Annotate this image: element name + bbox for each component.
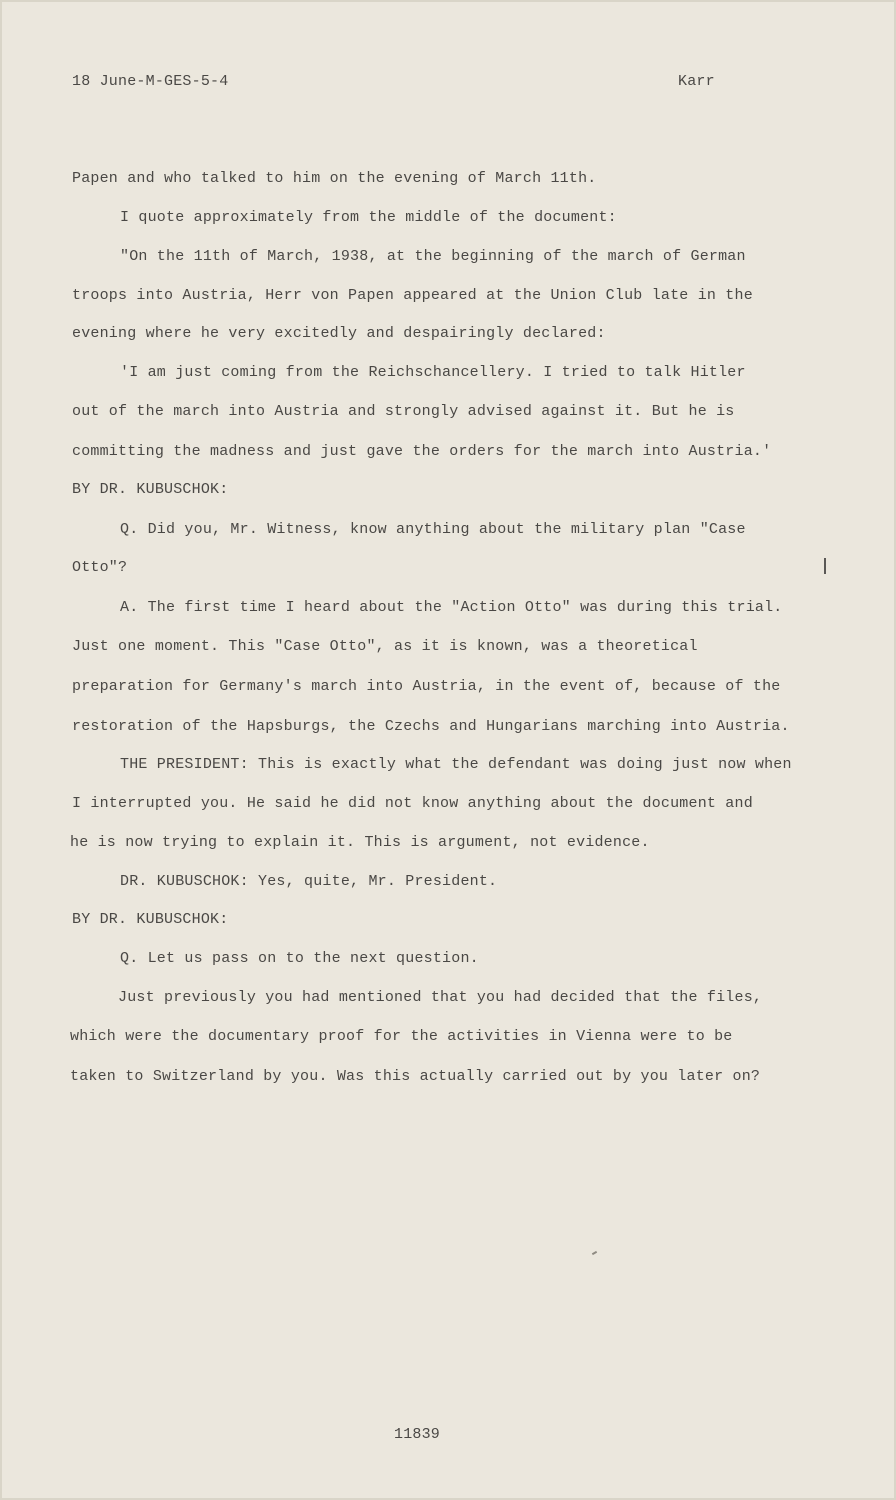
text-line: Otto"?: [72, 559, 128, 576]
text-line: A. The first time I heard about the "Action Otto" was during this trial.: [120, 599, 783, 616]
text-line: I quote approximately from the middle of the document:: [120, 209, 617, 226]
text-line: "On the 11th of March, 1938, at the beginning of the march of German: [120, 248, 746, 265]
speaker-heading: BY DR. KUBUSCHOK:: [72, 911, 229, 928]
text-line: troops into Austria, Herr von Papen appeared at the Union Club late in the: [72, 287, 753, 304]
margin-pencil-mark: [824, 558, 826, 574]
text-line: evening where he very excitedly and despairingly declared:: [72, 325, 606, 342]
document-page: [2, 2, 894, 1498]
text-line: restoration of the Hapsburgs, the Czechs and Hungarians marching into Austria.: [72, 718, 790, 735]
text-line: taken to Switzerland by you. Was this actually carried out by you later on?: [70, 1068, 761, 1085]
page-number: 11839: [394, 1426, 441, 1443]
speaker-heading: BY DR. KUBUSCHOK:: [72, 481, 229, 498]
text-line: DR. KUBUSCHOK: Yes, quite, Mr. President.: [120, 873, 498, 890]
text-line: which were the documentary proof for the activities in Vienna were to be: [70, 1028, 733, 1045]
text-line: Q. Let us pass on to the next question.: [120, 950, 479, 967]
text-line: THE PRESIDENT: This is exactly what the defendant was doing just now when: [120, 756, 792, 773]
header-reference: 18 June-M-GES-5-4: [72, 73, 229, 90]
paper-fleck: [592, 1251, 597, 1255]
text-line: preparation for Germany's march into Austria, in the event of, because of the: [72, 678, 781, 695]
text-line: 'I am just coming from the Reichschancellery. I tried to talk Hitler: [120, 364, 746, 381]
text-line: committing the madness and just gave the orders for the march into Austria.': [72, 443, 772, 460]
text-line: Just one moment. This "Case Otto", as it is known, was a theoretical: [72, 638, 698, 655]
text-line: out of the march into Austria and strongly advised against it. But he is: [72, 403, 735, 420]
text-line: I interrupted you. He said he did not know anything about the document and: [72, 795, 753, 812]
text-line: Papen and who talked to him on the evening of March 11th.: [72, 170, 597, 187]
header-typist: Karr: [678, 73, 715, 90]
text-line: Just previously you had mentioned that you had decided that the files,: [118, 989, 763, 1006]
text-line: Q. Did you, Mr. Witness, know anything about the military plan "Case: [120, 521, 746, 538]
text-line: he is now trying to explain it. This is argument, not evidence.: [70, 834, 650, 851]
